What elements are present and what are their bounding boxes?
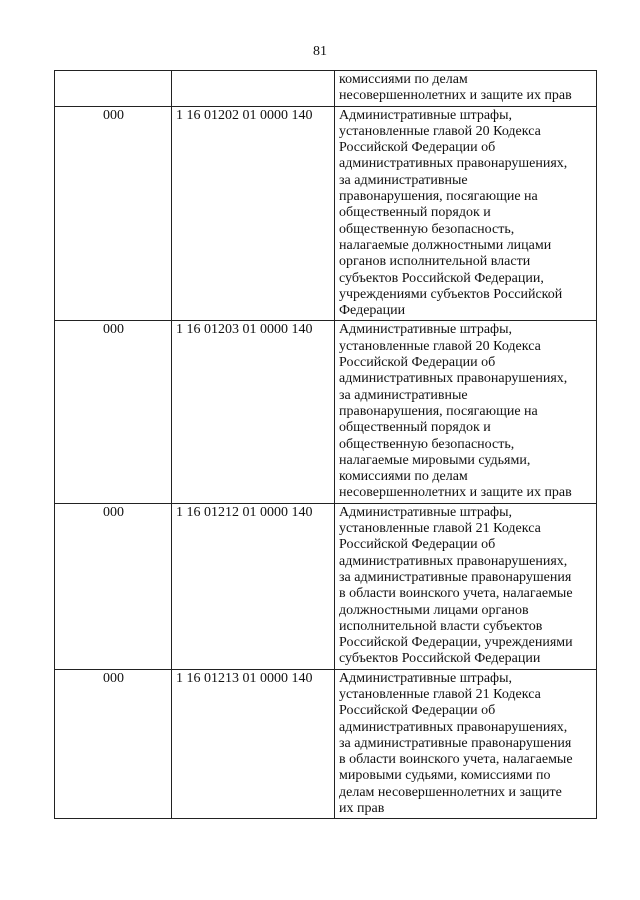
description-line: Российской Федерации, учреждениями	[339, 635, 573, 651]
description-line: Российской Федерации об	[339, 355, 496, 371]
description-cell	[335, 106, 597, 321]
description-line: за административные	[339, 172, 468, 188]
description-line: за административные правонарушения	[339, 569, 572, 585]
table-row	[55, 503, 597, 669]
description-line: исполнительной власти субъектов	[339, 618, 543, 634]
admin-code-cell: 000	[55, 106, 172, 321]
description-line: установленные главой 21 Кодекса	[339, 686, 541, 702]
description-line: административных правонарушениях,	[339, 553, 568, 569]
description-line: учреждениями субъектов Российской	[339, 286, 563, 302]
kbk-code-cell: 1 16 01212 01 0000 140	[172, 503, 335, 669]
kbk-code-cell: 1 16 01202 01 0000 140	[172, 106, 335, 321]
description-line: общественную безопасность,	[339, 221, 515, 237]
description-line: Административные штрафы,	[339, 107, 513, 123]
description-cell	[335, 71, 597, 107]
description-line: Административные штрафы,	[339, 670, 513, 686]
description-line: делам несовершеннолетних и защите	[339, 784, 562, 800]
description-line: мировыми судьями, комиссиями по	[339, 768, 551, 784]
description-line: налагаемые должностными лицами	[339, 237, 552, 253]
description-line: Российской Федерации об	[339, 703, 496, 719]
description-line: комиссиями по делам	[339, 72, 468, 87]
kbk-code-cell: 1 16 01203 01 0000 140	[172, 321, 335, 503]
admin-code-cell: 000	[55, 669, 172, 819]
description-line: несовершеннолетних и защите их прав	[339, 485, 572, 501]
page-number: 81	[313, 44, 327, 59]
description-line: общественную безопасность,	[339, 436, 515, 452]
admin-code-cell: 000	[55, 321, 172, 503]
table-row	[55, 669, 597, 819]
description-line: субъектов Российской Федерации,	[339, 270, 544, 286]
description-line: установленные главой 20 Кодекса	[339, 338, 541, 354]
description-line: их прав	[339, 801, 385, 817]
description-line: органов исполнительной власти	[339, 254, 531, 270]
table-row	[55, 71, 597, 107]
description-line: общественный порядок и	[339, 205, 491, 221]
description-line: установленные главой 21 Кодекса	[339, 521, 541, 537]
description-line: субъектов Российской Федерации	[339, 651, 541, 667]
revenue-codes-table	[54, 70, 597, 819]
description-line: должностными лицами органов	[339, 602, 529, 618]
admin-code-cell	[55, 71, 172, 107]
kbk-code-cell: 1 16 01213 01 0000 140	[172, 669, 335, 819]
description-line: административных правонарушениях,	[339, 719, 568, 735]
description-line: несовершеннолетних и защите их прав	[339, 88, 572, 104]
description-cell	[335, 669, 597, 819]
description-line: установленные главой 20 Кодекса	[339, 123, 541, 139]
admin-code-cell: 000	[55, 503, 172, 669]
description-cell	[335, 321, 597, 503]
description-line: общественный порядок и	[339, 420, 491, 436]
description-line: комиссиями по делам	[339, 469, 468, 485]
description-line: за административные правонарушения	[339, 735, 572, 751]
table-body	[55, 71, 597, 819]
description-line: в области воинского учета, налагаемые	[339, 586, 573, 602]
kbk-code-cell	[172, 71, 335, 107]
table-row	[55, 321, 597, 503]
table-row	[55, 106, 597, 321]
description-line: Российской Федерации об	[339, 537, 496, 553]
description-line: Административные штрафы,	[339, 504, 513, 520]
description-line: административных правонарушениях,	[339, 371, 568, 387]
description-line: налагаемые мировыми судьями,	[339, 452, 531, 468]
description-line: административных правонарушениях,	[339, 156, 568, 172]
description-cell	[335, 503, 597, 669]
description-line: Российской Федерации об	[339, 140, 496, 156]
description-line: в области воинского учета, налагаемые	[339, 752, 573, 768]
description-line: правонарушения, посягающие на	[339, 189, 538, 205]
description-line: за административные	[339, 387, 468, 403]
description-line: Федерации	[339, 303, 406, 319]
description-line: правонарушения, посягающие на	[339, 403, 538, 419]
description-line: Административные штрафы,	[339, 322, 513, 338]
